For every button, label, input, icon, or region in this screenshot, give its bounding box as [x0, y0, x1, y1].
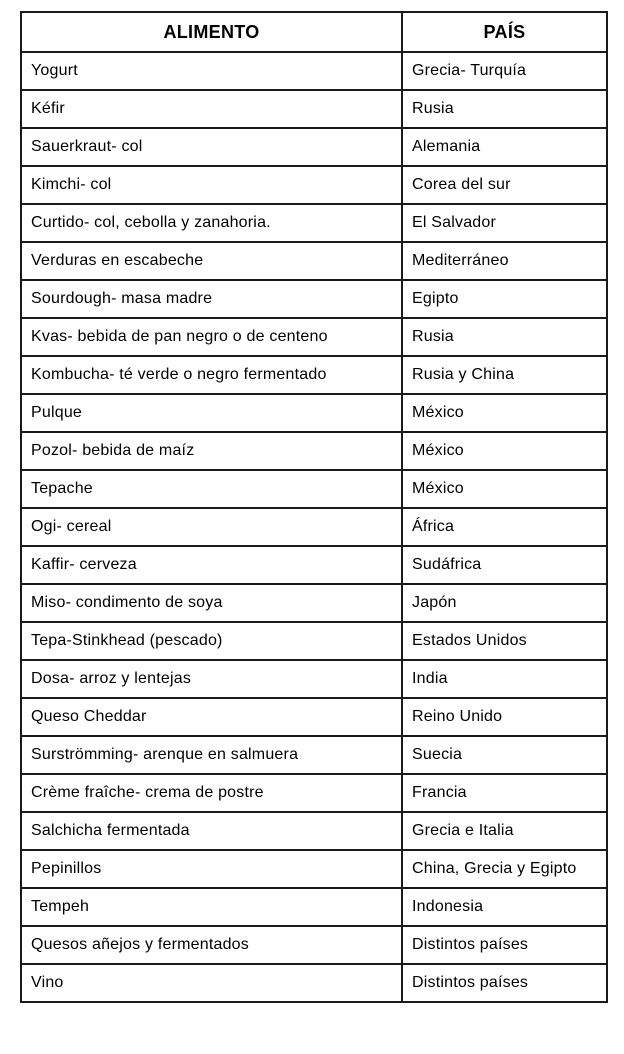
table-row: [21, 470, 607, 508]
country-cell: Suecia: [402, 736, 607, 774]
table-row: [21, 774, 607, 812]
country-cell: Corea del sur: [402, 166, 607, 204]
table-row: [21, 812, 607, 850]
country-cell: Rusia y China: [402, 356, 607, 394]
table-row: [21, 698, 607, 736]
header-pais: PAÍS: [402, 12, 607, 52]
table-header: [21, 12, 607, 52]
country-cell: Estados Unidos: [402, 622, 607, 660]
food-cell: Queso Cheddar: [21, 698, 402, 736]
food-cell: Kéfir: [21, 90, 402, 128]
table-row: [21, 850, 607, 888]
table-row: [21, 242, 607, 280]
food-cell: Ogi- cereal: [21, 508, 402, 546]
table-body: [21, 52, 607, 1002]
country-cell: Indonesia: [402, 888, 607, 926]
food-cell: Kombucha- té verde o negro fermentado: [21, 356, 402, 394]
table-row: [21, 166, 607, 204]
food-cell: Surströmming- arenque en salmuera: [21, 736, 402, 774]
table-row: [21, 52, 607, 90]
country-cell: Distintos países: [402, 926, 607, 964]
table-row: [21, 432, 607, 470]
country-cell: México: [402, 470, 607, 508]
food-cell: Kimchi- col: [21, 166, 402, 204]
food-cell: Kvas- bebida de pan negro o de centeno: [21, 318, 402, 356]
food-cell: Vino: [21, 964, 402, 1002]
table-row: [21, 394, 607, 432]
food-cell: Sauerkraut- col: [21, 128, 402, 166]
food-country-table: [20, 11, 608, 1003]
header-row: [21, 12, 607, 52]
table-row: [21, 888, 607, 926]
country-cell: China, Grecia y Egipto: [402, 850, 607, 888]
table-row: [21, 318, 607, 356]
food-cell: Tempeh: [21, 888, 402, 926]
country-cell: Japón: [402, 584, 607, 622]
table-row: [21, 90, 607, 128]
table-row: [21, 356, 607, 394]
country-cell: Grecia- Turquía: [402, 52, 607, 90]
food-cell: Pepinillos: [21, 850, 402, 888]
table-row: [21, 926, 607, 964]
country-cell: México: [402, 432, 607, 470]
country-cell: Rusia: [402, 318, 607, 356]
country-cell: África: [402, 508, 607, 546]
country-cell: Francia: [402, 774, 607, 812]
country-cell: Rusia: [402, 90, 607, 128]
food-cell: Quesos añejos y fermentados: [21, 926, 402, 964]
table-row: [21, 584, 607, 622]
food-cell: Curtido- col, cebolla y zanahoria.: [21, 204, 402, 242]
food-cell: Dosa- arroz y lentejas: [21, 660, 402, 698]
table-row: [21, 622, 607, 660]
food-cell: Yogurt: [21, 52, 402, 90]
food-cell: Kaffir- cerveza: [21, 546, 402, 584]
food-cell: Verduras en escabeche: [21, 242, 402, 280]
country-cell: México: [402, 394, 607, 432]
food-cell: Pulque: [21, 394, 402, 432]
country-cell: Alemania: [402, 128, 607, 166]
table-row: [21, 660, 607, 698]
country-cell: Sudáfrica: [402, 546, 607, 584]
table-row: [21, 128, 607, 166]
country-cell: Egipto: [402, 280, 607, 318]
country-cell: Mediterráneo: [402, 242, 607, 280]
table-row: [21, 736, 607, 774]
country-cell: Distintos países: [402, 964, 607, 1002]
table-row: [21, 508, 607, 546]
food-cell: Tepa-Stinkhead (pescado): [21, 622, 402, 660]
food-cell: Pozol- bebida de maíz: [21, 432, 402, 470]
food-cell: Crème fraîche- crema de postre: [21, 774, 402, 812]
table-row: [21, 964, 607, 1002]
table-row: [21, 280, 607, 318]
table-row: [21, 546, 607, 584]
food-cell: Sourdough- masa madre: [21, 280, 402, 318]
country-cell: India: [402, 660, 607, 698]
table-row: [21, 204, 607, 242]
country-cell: Reino Unido: [402, 698, 607, 736]
food-cell: Salchicha fermentada: [21, 812, 402, 850]
header-alimento: ALIMENTO: [21, 12, 402, 52]
country-cell: El Salvador: [402, 204, 607, 242]
country-cell: Grecia e Italia: [402, 812, 607, 850]
food-cell: Tepache: [21, 470, 402, 508]
food-cell: Miso- condimento de soya: [21, 584, 402, 622]
